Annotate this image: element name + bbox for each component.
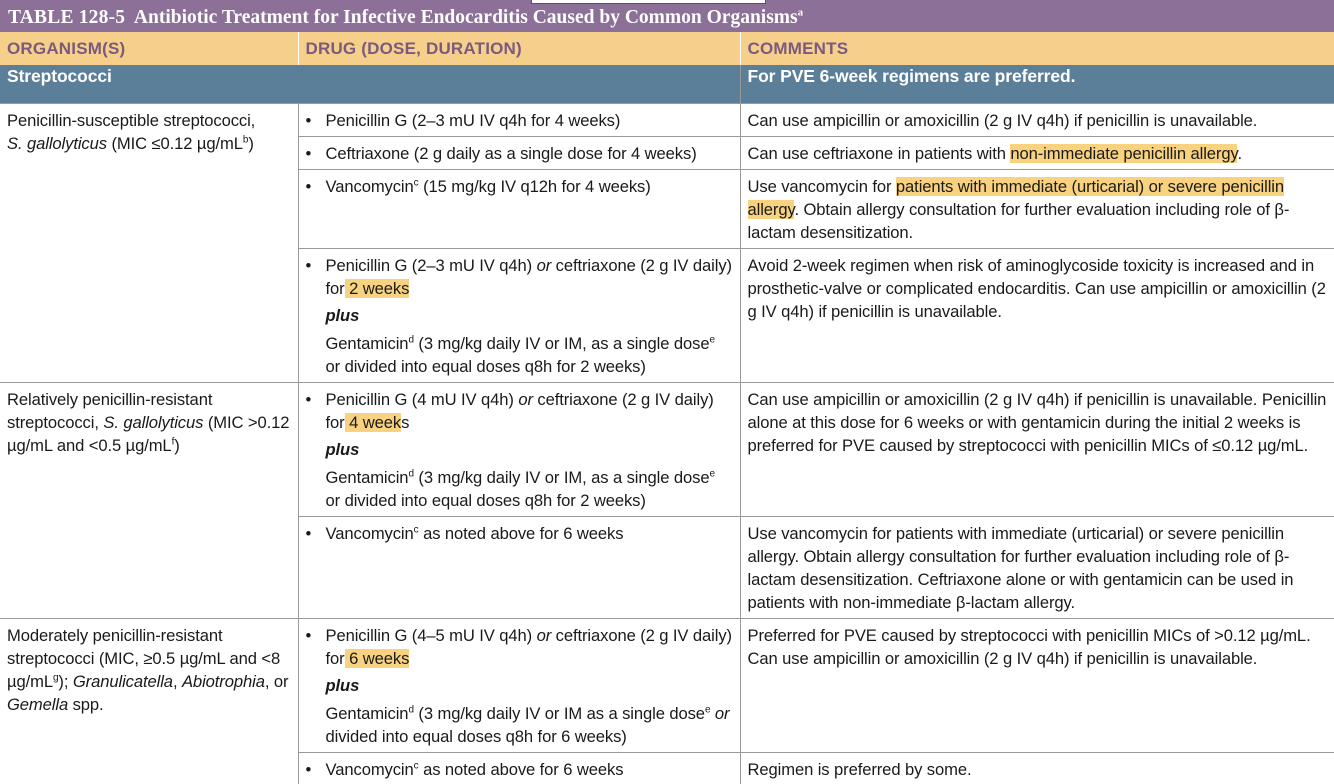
bullet-icon: • — [305, 111, 312, 130]
organism-cell: Relatively penicillin-resistant streptococci, S. gallolyticus (MIC >0.12 µg/mL and <0.5 $\mu g/mL^f$) — [0, 383, 298, 619]
plus-label: plus — [325, 306, 360, 325]
section-row — [0, 65, 1334, 104]
header-comments: COMMENTS — [740, 32, 1334, 65]
comment-cell: Can use ampicillin or amoxicillin (2 g IV q4h) if penicillin is unavailable. — [740, 104, 1334, 137]
header-row — [0, 32, 1334, 65]
table-row — [0, 383, 1334, 517]
bullet-icon: • — [305, 390, 312, 409]
bullet-icon: • — [305, 626, 312, 645]
comment-cell: Use vancomycin for patients with immediate (urticarial) or severe penicillin allergy. Obtain allergy consultation for further evaluation including role of β-lactam desensitization. — [740, 170, 1334, 249]
bullet-icon: • — [305, 760, 312, 779]
organism-cell: Penicillin-susceptible streptococci, S. gallolyticus (MIC ≤0.12 $\mu g/mL^b$) — [0, 104, 298, 383]
table-title — [0, 0, 1334, 32]
drug-cell: • Penicillin G (2–3 mU IV q4h for 4 weeks) — [298, 104, 740, 137]
header-drug: DRUG (DOSE, DURATION) — [298, 32, 740, 65]
drug-cell: • Penicillin G (4 mU IV q4h) or ceftriaxone (2 g IV daily) for 4 weeks plus Gentamicin$^d$ (3 mg/kg daily IV or IM, as a single dose$^e$ or divided into equal doses q8h for 2 weeks) — [298, 383, 740, 517]
drug-cell: • Vancomycin$^c$ as noted above for 6 weeks — [298, 517, 740, 619]
top-tab-line — [531, 0, 766, 4]
highlight: 4 week — [344, 413, 402, 432]
drug-cell: • Vancomycin$^c$ as noted above for 6 weeks — [298, 753, 740, 784]
comment-cell: Can use ampicillin or amoxicillin (2 g IV q4h) if penicillin is unavailable. Penicillin alone at this dose for 6 weeks or with gentamicin during the initial 2 weeks is preferred for PVE caused by streptococci with penicillin MICs of ≤0.12 µg/mL. — [740, 383, 1334, 517]
bullet-icon: • — [305, 177, 312, 196]
title-footnote-mark: a — [797, 6, 804, 19]
highlight: patients with immediate (urticarial) or severe penicillin allergy — [747, 177, 1285, 219]
comment-cell: Preferred for PVE caused by streptococci with penicillin MICs of >0.12 µg/mL. Can use ampicillin or amoxicillin (2 g IV q4h) if penicillin is unavailable. — [740, 619, 1334, 753]
table-title-text: Antibiotic Treatment for Infective Endocarditis Caused by Common Organisms — [133, 7, 798, 28]
table-number: TABLE 128-5 — [8, 7, 126, 28]
drug-cell: • Penicillin G (4–5 mU IV q4h) or ceftriaxone (2 g IV daily) for 6 weeks plus Gentamicin$^d$ (3 mg/kg daily IV or IM as a single dose$^e$ or divided into equal doses q8h for 6 weeks) — [298, 619, 740, 753]
comment-cell: Avoid 2-week regimen when risk of aminoglycoside toxicity is increased and in prosthetic-valve or complicated endocarditis. Can use ampicillin or amoxicillin (2 g IV q4h) if penicillin is unavailable. — [740, 249, 1334, 383]
treatment-table — [0, 32, 1334, 784]
table-row — [0, 619, 1334, 753]
comment-cell: Regimen is preferred by some. — [740, 753, 1334, 784]
bullet-icon: • — [305, 256, 312, 275]
table-row — [0, 104, 1334, 137]
plus-label: plus — [325, 676, 360, 695]
section-name: Streptococci — [0, 65, 740, 104]
drug-cell: • Ceftriaxone (2 g daily as a single dose for 4 weeks) — [298, 137, 740, 170]
bullet-icon: • — [305, 524, 312, 543]
organism-cell: Moderately penicillin-resistant streptococci (MIC, ≥0.5 µg/mL and <8 $\mu g/mL^g$); Granulicatella, Abiotrophia, or Gemella spp. — [0, 619, 298, 784]
highlight: 6 weeks — [344, 649, 410, 668]
comment-cell: Can use ceftriaxone in patients with non-immediate penicillin allergy. — [740, 137, 1334, 170]
drug-cell: • Penicillin G (2–3 mU IV q4h) or ceftriaxone (2 g IV daily) for 2 weeks plus Gentamicin$^d$ (3 mg/kg daily IV or IM, as a single dose$^e$ or divided into equal doses q8h for 2 weeks) — [298, 249, 740, 383]
drug-cell: • Vancomycin$^c$ (15 mg/kg IV q12h for 4 weeks) — [298, 170, 740, 249]
comment-cell: Use vancomycin for patients with immediate (urticarial) or severe penicillin allergy. Obtain allergy consultation for further evaluation including role of β-lactam desensitization. Ceftriaxone alone or with gentamicin can be used in patients with non-immediate β-lactam allergy. — [740, 517, 1334, 619]
header-organism: ORGANISM(S) — [0, 32, 298, 65]
section-note: For PVE 6-week regimens are preferred. — [740, 65, 1334, 104]
highlight: 2 weeks — [344, 279, 410, 298]
highlight: non-immediate penicillin allergy — [1010, 144, 1238, 163]
bullet-icon: • — [305, 144, 312, 163]
plus-label: plus — [325, 440, 360, 459]
